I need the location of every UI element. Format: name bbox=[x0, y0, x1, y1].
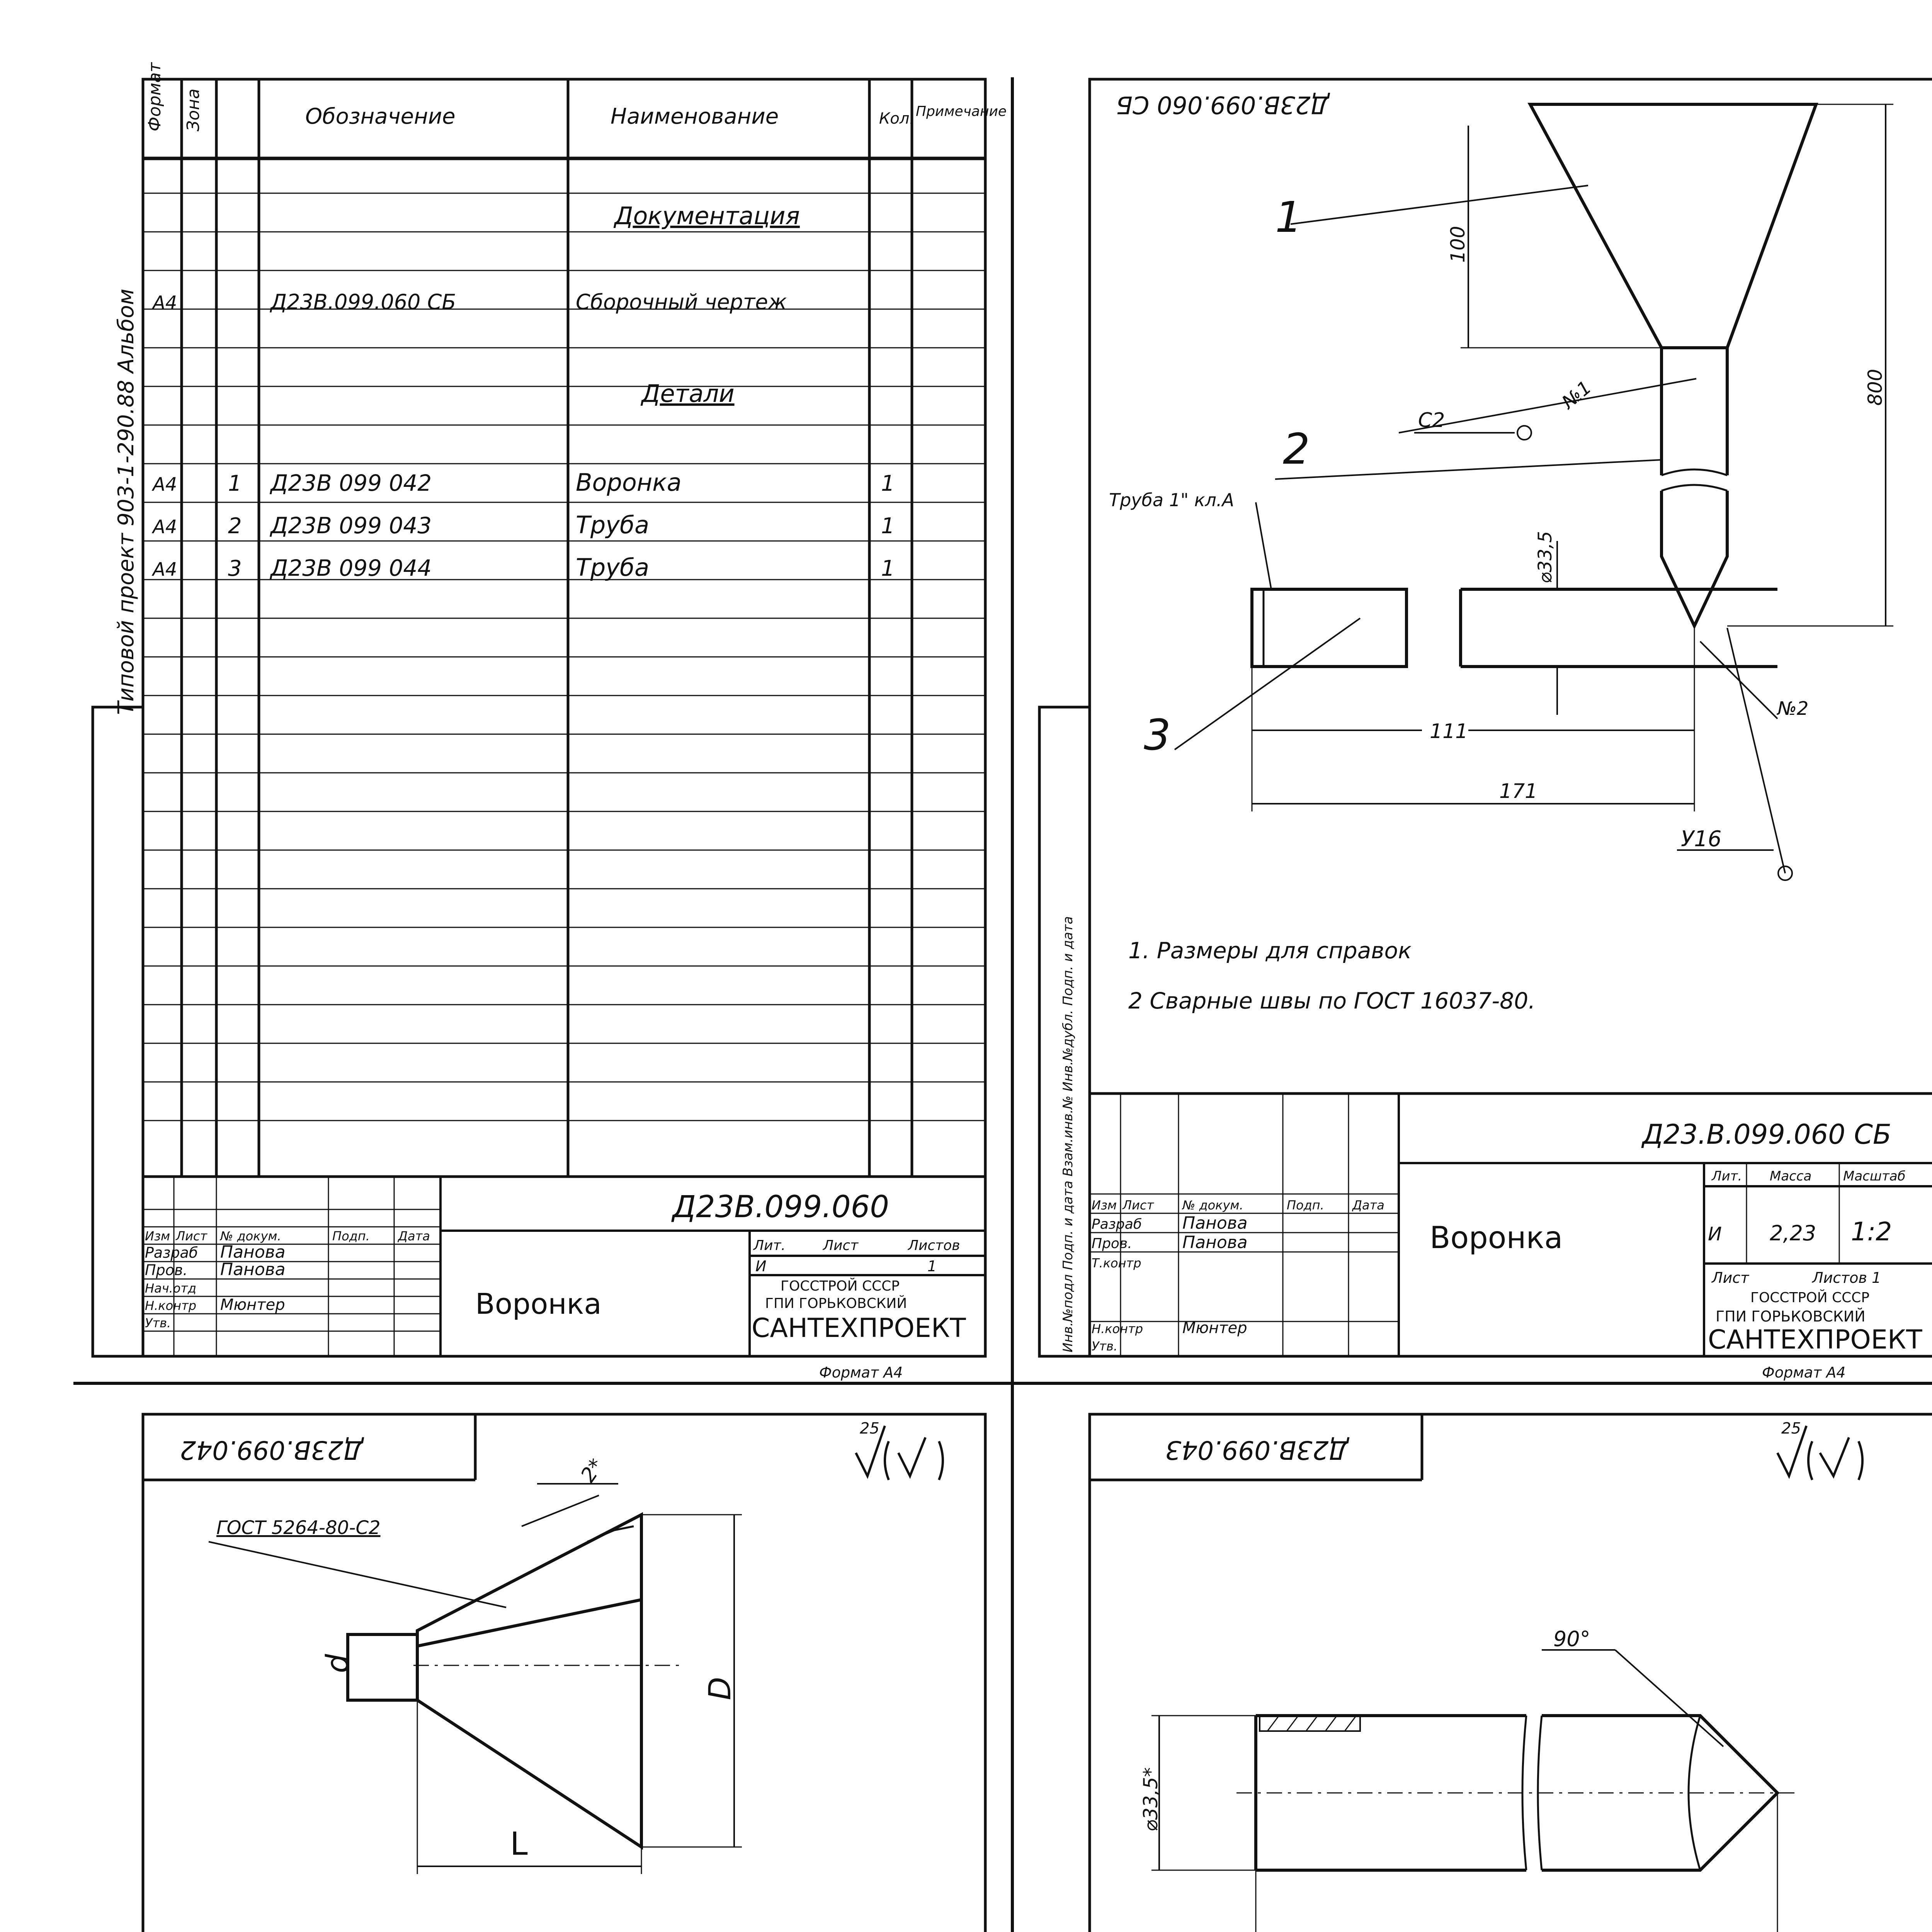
svg-text:25: 25 bbox=[860, 1420, 879, 1437]
svg-text:25: 25 bbox=[1781, 1420, 1801, 1437]
assembly-tb-code: Д23.В.099.060 СБ bbox=[1642, 1119, 1891, 1150]
svg-text:Д23В 099 042: Д23В 099 042 bbox=[270, 470, 432, 496]
assembly-pos-3: 3 bbox=[1144, 710, 1171, 760]
spec-row bbox=[151, 553, 895, 582]
svg-text:d: d bbox=[320, 1654, 355, 1673]
svg-text:1: 1 bbox=[881, 514, 895, 539]
svg-text:Воронка: Воронка bbox=[576, 468, 682, 497]
spec-h-designation: Обозначение bbox=[305, 104, 456, 129]
svg-text:1: 1 bbox=[927, 1258, 937, 1275]
svg-text:1: 1 bbox=[228, 471, 242, 496]
funnel-sheet bbox=[93, 1414, 985, 1932]
svg-text:Изм: Изм bbox=[1092, 1198, 1117, 1213]
spec-h-format: Формат bbox=[145, 62, 165, 131]
svg-text:Т.контр: Т.контр bbox=[1092, 1256, 1141, 1270]
svg-text:3: 3 bbox=[228, 556, 242, 581]
spec-format: Формат А4 bbox=[819, 1364, 903, 1381]
svg-text:Изм: Изм bbox=[145, 1229, 170, 1243]
assembly-note-2: 2 Сварные швы по ГОСТ 16037-80. bbox=[1128, 988, 1536, 1014]
svg-text:Лист: Лист bbox=[176, 1229, 207, 1243]
pipe-drawing bbox=[1151, 1650, 1797, 1932]
svg-text:№1: №1 bbox=[1558, 376, 1596, 413]
spec-h-name: Наименование bbox=[611, 104, 779, 129]
assembly-sheet bbox=[1039, 79, 1932, 1381]
svg-text:ГОССТРОЙ СССР: ГОССТРОЙ СССР bbox=[781, 1278, 900, 1294]
svg-text:171: 171 bbox=[1499, 780, 1538, 803]
svg-text:2*: 2* bbox=[576, 1454, 609, 1487]
svg-text:2,23: 2,23 bbox=[1770, 1221, 1816, 1245]
spec-tb-title: Воронка bbox=[475, 1287, 602, 1321]
svg-text:A4: A4 bbox=[153, 292, 177, 314]
svg-text:1: 1 bbox=[881, 471, 895, 496]
svg-text:№ докум.: № докум. bbox=[1182, 1198, 1243, 1213]
svg-text:Панова: Панова bbox=[220, 1242, 286, 1262]
svg-text:Формат А4: Формат А4 bbox=[1762, 1364, 1846, 1381]
svg-text:Масштаб: Масштаб bbox=[1843, 1168, 1906, 1184]
funnel-mirror-code: Д23В.099.042 bbox=[180, 1435, 363, 1465]
svg-text:Д23В 099 044: Д23В 099 044 bbox=[270, 555, 432, 581]
svg-text:Панова: Панова bbox=[220, 1260, 286, 1279]
svg-text:№2: №2 bbox=[1777, 698, 1809, 719]
assembly-pos-2: 2 bbox=[1283, 424, 1310, 474]
svg-text:САНТЕХПРОЕКТ: САНТЕХПРОЕКТ bbox=[752, 1313, 966, 1344]
svg-text:Лит.: Лит. bbox=[1712, 1168, 1742, 1184]
svg-text:111: 111 bbox=[1430, 720, 1468, 743]
spec-sheet bbox=[93, 62, 1007, 1381]
svg-text:ГОСТ 5264-80-С2: ГОСТ 5264-80-С2 bbox=[216, 1517, 381, 1539]
svg-text:Труба: Труба bbox=[576, 553, 650, 582]
svg-text:Пров.: Пров. bbox=[1092, 1236, 1132, 1252]
svg-text:Нач.отд: Нач.отд bbox=[145, 1281, 197, 1296]
svg-text:Панова: Панова bbox=[1182, 1233, 1248, 1252]
funnel-drawing bbox=[209, 1484, 742, 1932]
svg-text:Труба 1" кл.А: Труба 1" кл.А bbox=[1109, 490, 1235, 510]
svg-text:И: И bbox=[755, 1258, 767, 1275]
svg-text:D: D bbox=[703, 1677, 738, 1700]
svg-text:Подп.: Подп. bbox=[332, 1229, 370, 1243]
svg-text:⌀33,5*: ⌀33,5* bbox=[1139, 1767, 1162, 1832]
assembly-mirror-code: Д23В.099.060 СБ bbox=[1116, 91, 1329, 119]
svg-text:Дата: Дата bbox=[398, 1229, 430, 1243]
svg-text:Лист: Лист bbox=[1122, 1198, 1154, 1213]
assembly-side-stamp: Инв.№подл Подп. и дата Взам.инв.№ Инв.№дубл. Подп. и дата bbox=[1060, 916, 1076, 1352]
svg-text:Н.контр: Н.контр bbox=[145, 1298, 197, 1313]
pipe-mirror-code: Д23В.099.043 bbox=[1165, 1435, 1349, 1465]
svg-text:Утв.: Утв. bbox=[1092, 1339, 1118, 1354]
svg-text:Разраб: Разраб bbox=[145, 1244, 198, 1261]
spec-side-label: Типовой проект 903-1-290.88 Альбом bbox=[114, 289, 139, 715]
svg-text:Листов: Листов bbox=[908, 1238, 960, 1253]
svg-text:И: И bbox=[1708, 1223, 1722, 1245]
assembly-pos-1: 1 bbox=[1275, 192, 1302, 242]
spec-tb-code: Д23В.099.060 bbox=[672, 1190, 889, 1225]
svg-text:С2: С2 bbox=[1418, 409, 1445, 432]
svg-text:Н.контр: Н.контр bbox=[1092, 1321, 1143, 1336]
svg-text:L: L bbox=[510, 1826, 528, 1862]
assembly-note-1: 1. Размеры для справок bbox=[1128, 937, 1412, 964]
svg-text:A4: A4 bbox=[153, 559, 177, 580]
svg-text:Труба: Труба bbox=[576, 511, 650, 539]
pipe-sheet bbox=[1039, 1414, 1932, 1932]
svg-text:Масса: Масса bbox=[1770, 1168, 1812, 1184]
svg-text:Подп.: Подп. bbox=[1287, 1198, 1324, 1213]
assembly-tb-title: Воронка bbox=[1430, 1221, 1563, 1255]
spec-row bbox=[151, 511, 895, 539]
spec-h-qty: Кол. bbox=[879, 110, 915, 128]
spec-section-parts: Детали bbox=[641, 379, 735, 408]
svg-text:Разраб: Разраб bbox=[1092, 1216, 1142, 1232]
svg-text:САНТЕХПРОЕКТ: САНТЕХПРОЕКТ bbox=[1708, 1325, 1922, 1355]
svg-text:Лист: Лист bbox=[1712, 1269, 1749, 1286]
svg-text:A4: A4 bbox=[153, 516, 177, 538]
svg-text:ГПИ ГОРЬКОВСКИЙ: ГПИ ГОРЬКОВСКИЙ bbox=[765, 1296, 907, 1311]
svg-text:Листов 1: Листов 1 bbox=[1812, 1269, 1881, 1286]
svg-text:Панова: Панова bbox=[1182, 1213, 1248, 1233]
svg-text:Утв.: Утв. bbox=[145, 1316, 171, 1330]
svg-text:2: 2 bbox=[228, 514, 242, 539]
spec-row bbox=[151, 290, 787, 314]
svg-text:Пров.: Пров. bbox=[145, 1262, 188, 1279]
spec-row bbox=[151, 468, 895, 497]
spec-h-zone: Зона bbox=[184, 88, 203, 131]
svg-text:Д23В 099 043: Д23В 099 043 bbox=[270, 512, 432, 539]
svg-text:Лит.: Лит. bbox=[753, 1238, 786, 1253]
svg-text:ГОССТРОЙ СССР: ГОССТРОЙ СССР bbox=[1750, 1290, 1870, 1306]
svg-text:A4: A4 bbox=[153, 474, 177, 495]
spec-h-note: Примечание bbox=[916, 104, 1007, 119]
svg-text:100: 100 bbox=[1447, 226, 1469, 263]
svg-text:У16: У16 bbox=[1681, 827, 1722, 852]
svg-text:Д23В.099.060 СБ: Д23В.099.060 СБ bbox=[270, 290, 456, 314]
svg-text:Мюнтер: Мюнтер bbox=[1182, 1319, 1247, 1337]
svg-text:ГПИ ГОРЬКОВСКИЙ: ГПИ ГОРЬКОВСКИЙ bbox=[1716, 1308, 1866, 1325]
svg-text:Мюнтер: Мюнтер bbox=[220, 1296, 285, 1314]
svg-text:90°: 90° bbox=[1553, 1627, 1590, 1651]
svg-text:800: 800 bbox=[1864, 369, 1886, 406]
svg-text:1:2: 1:2 bbox=[1851, 1217, 1892, 1247]
spec-grid-rows bbox=[143, 193, 985, 1121]
svg-text:1: 1 bbox=[881, 556, 895, 581]
svg-text:№ докум.: № докум. bbox=[220, 1229, 281, 1243]
svg-text:⌀33,5: ⌀33,5 bbox=[1534, 531, 1556, 583]
svg-text:Лист: Лист bbox=[823, 1238, 859, 1253]
svg-text:Дата: Дата bbox=[1352, 1198, 1384, 1213]
svg-text:Сборочный чертеж: Сборочный чертеж bbox=[576, 290, 787, 314]
spec-section-docs: Документация bbox=[614, 202, 800, 230]
